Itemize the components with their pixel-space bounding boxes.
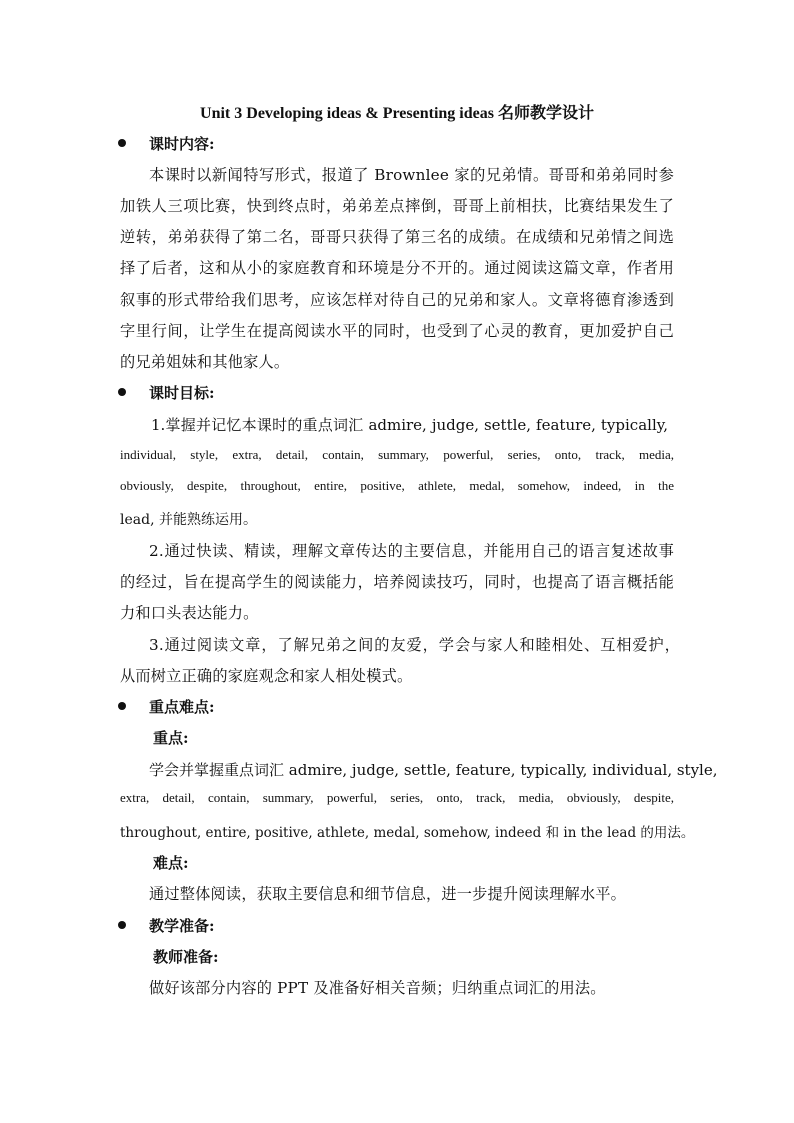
content-line-7: 的兄弟姐妹和其他家人。 bbox=[120, 353, 290, 371]
objective-2-line-1: 2.通过快读、精读，理解文章传达的主要信息，并能用自己的语言复述故事 bbox=[149, 542, 674, 560]
content-line-3: 逆转，弟弟获得了第二名，哥哥只获得了第三名的成绩。在成绩和兄弟情之间选 bbox=[120, 228, 674, 246]
heading-preparation: 教学准备: bbox=[149, 917, 215, 935]
difficulty-label: 难点: bbox=[153, 854, 189, 872]
teacher-prep-line: 做好该部分内容的 PPT 及准备好相关音频；归纳重点词汇的用法。 bbox=[149, 979, 606, 997]
difficulty-line: 通过整体阅读，获取主要信息和细节信息，进一步提升阅读理解水平。 bbox=[149, 885, 627, 903]
objective-1-line-4: lead, 并能熟练运用。 bbox=[120, 512, 257, 528]
objective-2-line-3: 力和口头表达能力。 bbox=[120, 604, 259, 622]
content-line-6: 字里行间，让学生在提高阅读水平的同时，也受到了心灵的教育，更加爱护自己 bbox=[120, 322, 674, 340]
document-title: Unit 3 Developing ideas & Presenting ideas 名师教学设计 bbox=[200, 105, 594, 122]
objective-3-line-2: 从而树立正确的家庭观念和家人相处模式。 bbox=[120, 667, 413, 685]
heading-content: 课时内容: bbox=[149, 135, 215, 153]
bullet-objectives bbox=[118, 388, 126, 396]
heading-key-points: 重点难点: bbox=[149, 698, 215, 716]
focus-line-3: throughout, entire, positive, athlete, medal, somehow, indeed 和 in the lead 的用法。 bbox=[120, 825, 695, 841]
objective-2-line-2: 的经过，旨在提高学生的阅读能力，培养阅读技巧，同时，也提高了语言概括能 bbox=[120, 573, 674, 591]
focus-line-2: extra, detail, contain, summary, powerful, series, onto, track, media, obviously, despite, bbox=[120, 790, 674, 805]
content-line-4: 择了后者，这和从小的家庭教育和环境是分不开的。通过阅读这篇文章，作者用 bbox=[120, 259, 674, 277]
objective-1-line-3: obviously, despite, throughout, entire, positive, athlete, medal, somehow, indeed, in the bbox=[120, 478, 674, 493]
bullet-key-points bbox=[118, 702, 126, 710]
bullet-preparation bbox=[118, 921, 126, 929]
teacher-prep-label: 教师准备: bbox=[153, 948, 219, 966]
content-line-2: 加铁人三项比赛，快到终点时，弟弟差点摔倒，哥哥上前相扶，比赛结果发生了 bbox=[120, 197, 674, 215]
bullet-content bbox=[118, 139, 126, 147]
content-line-1: 本课时以新闻特写形式，报道了 Brownlee 家的兄弟情。哥哥和弟弟同时参 bbox=[149, 166, 674, 184]
content-line-5: 叙事的形式带给我们思考，应该怎样对待自己的兄弟和家人。文章将德育渗透到 bbox=[120, 291, 674, 309]
heading-objectives: 课时目标: bbox=[149, 384, 215, 402]
focus-line-1: 学会并掌握重点词汇 admire, judge, settle, feature, typically, individual, style, bbox=[149, 761, 718, 779]
objective-3-line-1: 3.通过阅读文章，了解兄弟之间的友爱，学会与家人和睦相处、互相爱护， bbox=[149, 636, 680, 654]
objective-1-line-1: 1.掌握并记忆本课时的重点词汇 admire, judge, settle, feature, typically, bbox=[151, 416, 668, 434]
objective-1-line-2: individual, style, extra, detail, contain, summary, powerful, series, onto, track, media, bbox=[120, 447, 674, 462]
focus-label: 重点: bbox=[153, 729, 189, 747]
